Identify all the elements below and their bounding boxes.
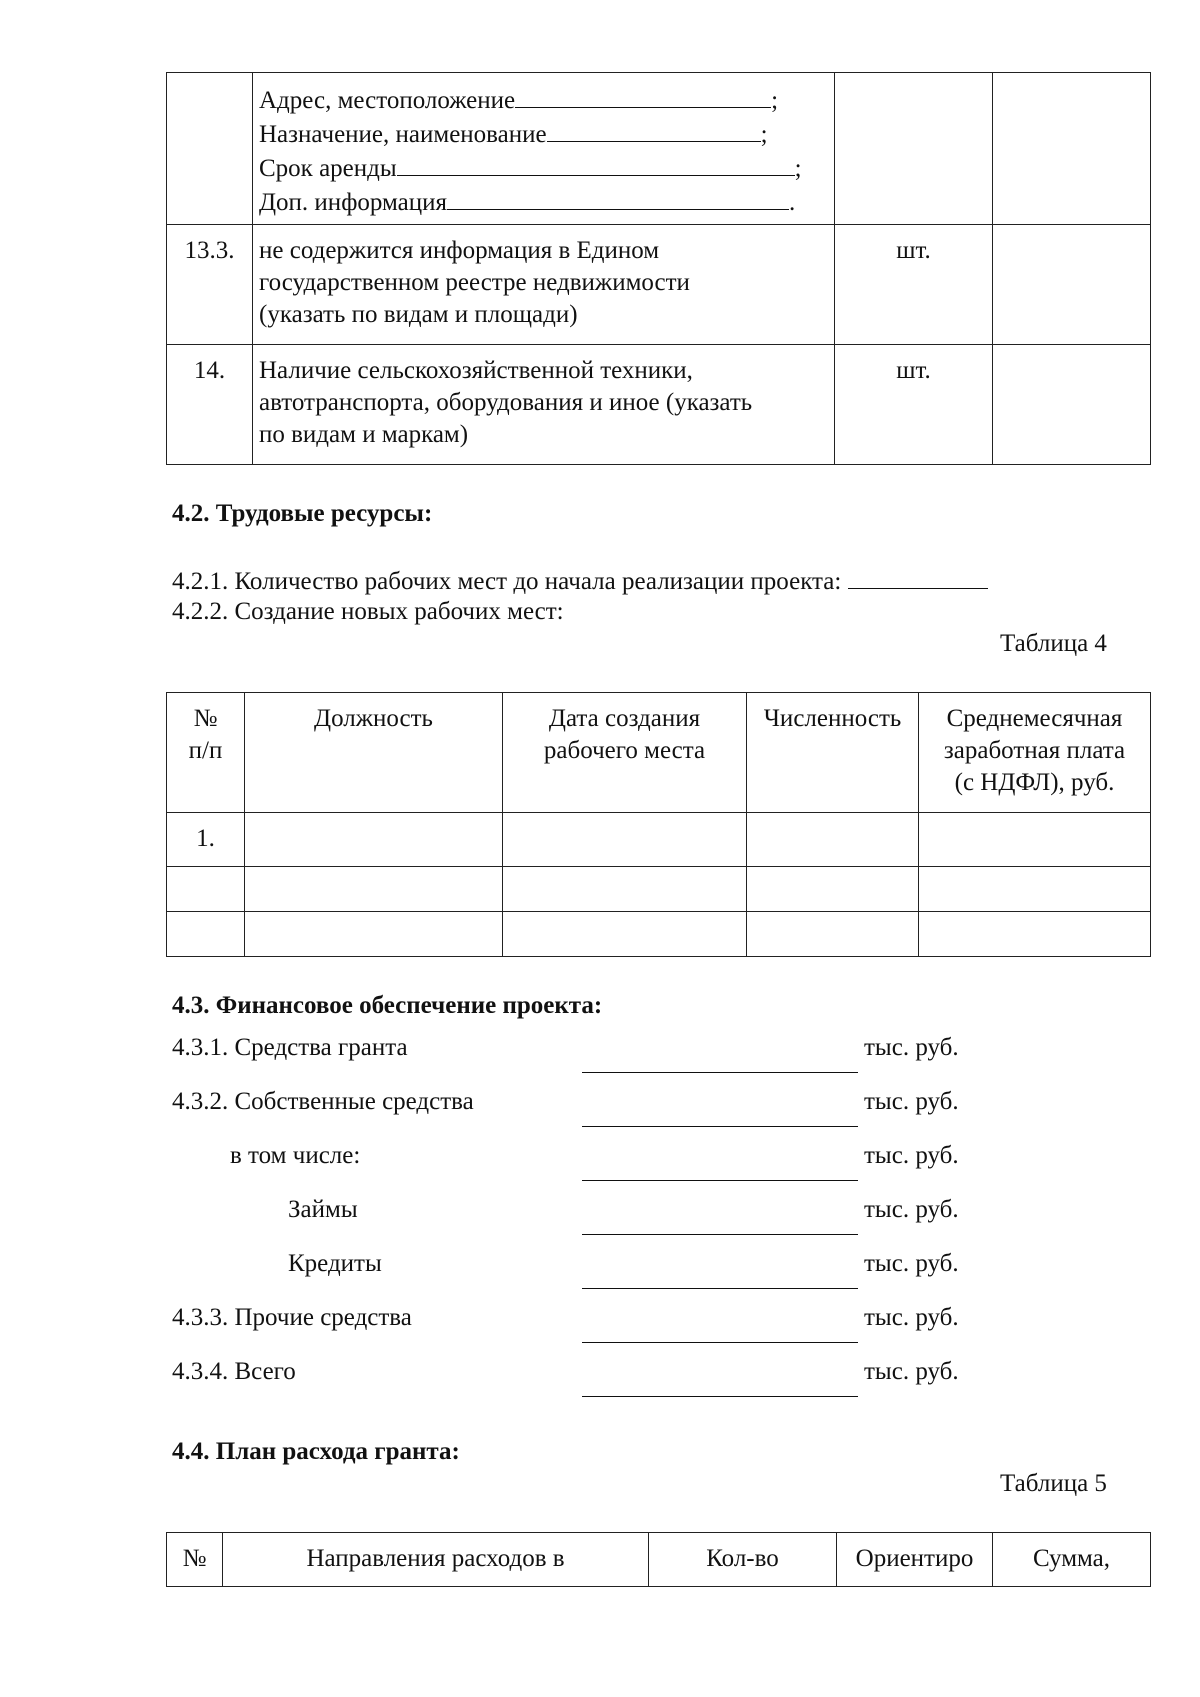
section-4-4-heading: 4.4. План расхода гранта: [172, 1438, 460, 1465]
grant-funds-unit: тыс. руб. [864, 1034, 959, 1061]
table-cell: 1. [167, 813, 245, 867]
table-cell [245, 813, 503, 867]
description-line: Наличие сельскохозяйственной техники, [259, 357, 693, 384]
col-header-quantity: Кол-во [649, 1533, 837, 1587]
including-unit: тыс. руб. [864, 1142, 959, 1169]
unit-cell: шт. [835, 345, 993, 465]
extra-info-blank [447, 185, 789, 210]
description-cell [253, 345, 835, 465]
jobs-before-blank [848, 564, 988, 589]
table-row [167, 225, 1151, 345]
col-header-estimated: Ориентиро [837, 1533, 993, 1587]
section-4-2-heading: 4.2. Трудовые ресурсы: [172, 500, 433, 527]
loans-label: Займы [288, 1196, 358, 1223]
table-row [167, 867, 1151, 912]
own-funds-unit: тыс. руб. [864, 1088, 959, 1115]
unit-cell [835, 73, 993, 225]
unit-cell: шт. [835, 225, 993, 345]
table-row [167, 73, 1151, 225]
including-label: в том числе: [230, 1142, 361, 1169]
table-cell [167, 912, 245, 957]
table-cell [747, 912, 919, 957]
address-line: Адрес, местоположение ; [259, 83, 828, 117]
table-4-caption: Таблица 4 [1000, 630, 1107, 657]
table-cell [245, 912, 503, 957]
table-row [167, 912, 1151, 957]
row-number-cell: 14. [167, 345, 253, 465]
extra-info-line: Доп. информация . [259, 185, 828, 219]
table-row [167, 813, 1151, 867]
description-cell [253, 225, 835, 345]
jobs-table [166, 692, 1151, 957]
col-header-date: Дата создания рабочего места [503, 693, 747, 813]
description-line: не содержится информация в Едином [259, 237, 660, 264]
other-funds-label: 4.3.3. Прочие средства [172, 1304, 412, 1331]
table-cell [503, 813, 747, 867]
jobs-before-label: 4.2.1. Количество рабочих мест до начала реализации проекта: [172, 568, 842, 595]
table-header-row [167, 693, 1151, 813]
other-funds-unit: тыс. руб. [864, 1304, 959, 1331]
col-header-amount: Сумма, [993, 1533, 1151, 1587]
description-line: государственном реестре недвижимости [259, 269, 690, 296]
table-row [167, 345, 1151, 465]
table-cell [919, 867, 1151, 912]
grant-spending-table [166, 1532, 1151, 1587]
col-header-headcount: Численность [747, 693, 919, 813]
value-cell [993, 225, 1151, 345]
new-jobs-label: 4.2.2. Создание новых рабочих мест: [172, 598, 564, 625]
table-cell [503, 912, 747, 957]
table-cell [747, 813, 919, 867]
description-line: по видам и маркам) [259, 421, 469, 448]
col-header-number: № [167, 1533, 223, 1587]
credits-label: Кредиты [288, 1250, 382, 1277]
col-header-expense-direction: Направления расходов в [223, 1533, 649, 1587]
section-4-3-heading: 4.3. Финансовое обеспечение проекта: [172, 992, 603, 1019]
property-table [166, 72, 1151, 465]
row-number-cell: 13.3. [167, 225, 253, 345]
row-number-cell [167, 73, 253, 225]
value-cell [993, 345, 1151, 465]
table-header-row [167, 1533, 1151, 1587]
address-blank [515, 83, 771, 108]
table-cell [167, 867, 245, 912]
loans-blank [582, 1234, 858, 1235]
col-header-position: Должность [245, 693, 503, 813]
table-5-caption: Таблица 5 [1000, 1470, 1107, 1497]
table-cell [245, 867, 503, 912]
table-cell [747, 867, 919, 912]
including-blank [582, 1180, 858, 1181]
purpose-blank [547, 117, 761, 142]
grant-funds-blank [582, 1072, 858, 1073]
loans-unit: тыс. руб. [864, 1196, 959, 1223]
table-cell [503, 867, 747, 912]
lease-term-line: Срок аренды ; [259, 151, 828, 185]
own-funds-blank [582, 1126, 858, 1127]
total-label: 4.3.4. Всего [172, 1358, 296, 1385]
credits-blank [582, 1288, 858, 1289]
table-cell [919, 912, 1151, 957]
jobs-before-line [172, 564, 988, 598]
lease-term-blank [397, 151, 795, 176]
total-blank [582, 1396, 858, 1397]
grant-funds-label: 4.3.1. Средства гранта [172, 1034, 408, 1061]
col-header-salary: Среднемесячная заработная плата (с НДФЛ), руб. [919, 693, 1151, 813]
total-unit: тыс. руб. [864, 1358, 959, 1385]
lease-info-cell [253, 73, 835, 225]
col-header-number: № п/п [167, 693, 245, 813]
table-cell [919, 813, 1151, 867]
other-funds-blank [582, 1342, 858, 1343]
credits-unit: тыс. руб. [864, 1250, 959, 1277]
purpose-line: Назначение, наименование ; [259, 117, 828, 151]
description-line: (указать по видам и площади) [259, 301, 578, 328]
own-funds-label: 4.3.2. Собственные средства [172, 1088, 474, 1115]
value-cell [993, 73, 1151, 225]
description-line: автотранспорта, оборудования и иное (указать [259, 389, 753, 416]
